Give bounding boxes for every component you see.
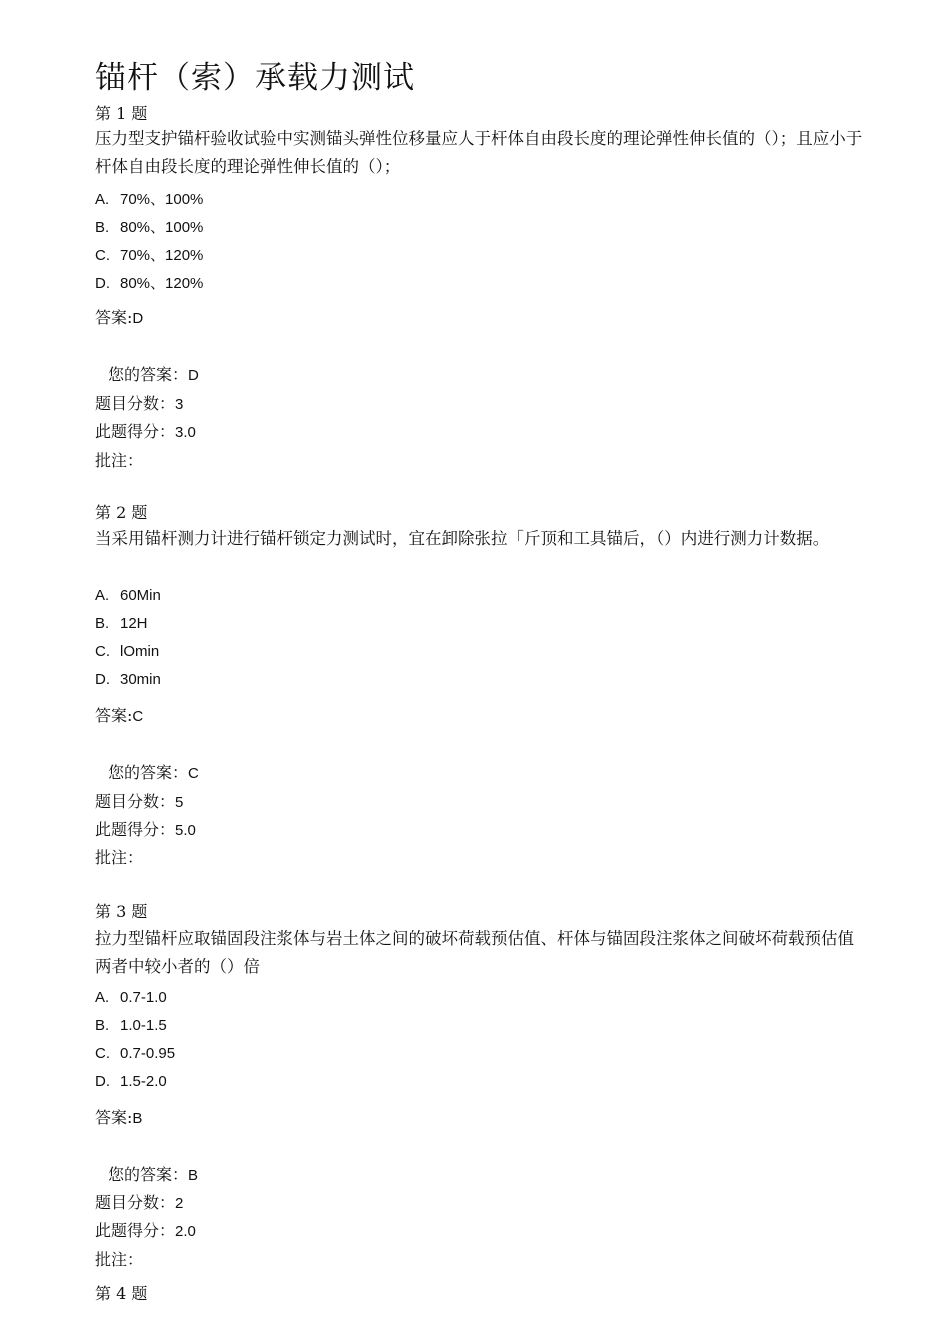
option-text: 80%、120% [120,275,204,292]
points-value: 5 [175,794,184,811]
option-letter: B. [95,615,110,632]
answer-label: 答案: [95,1108,133,1127]
question-2-remark: 批注： [95,848,144,867]
option-text: 70%、120% [120,247,204,264]
question-2-option-d [95,671,161,688]
question-3-your-answer [108,1162,198,1185]
option-text: lOmin [120,643,160,660]
question-1-your-answer [108,362,199,385]
your-answer-label: 您的答案： [108,763,189,782]
question-1-points [95,391,183,414]
answer-value: D [132,310,144,327]
question-4-heading: 第 4 题 [95,1284,148,1303]
your-answer-label: 您的答案： [108,365,189,384]
score-label: 此题得分： [95,422,176,441]
option-letter: A. [95,191,110,208]
question-3-option-d [95,1073,167,1090]
question-3-stem: 拉力型锚杆应取锚固段注浆体与岩土体之间的破坏荷载预估值、杆体与锚固段注浆体之间破坏荷载预估值两者中较小者的（）倍 [95,929,854,976]
option-text: 70%、100% [120,191,204,208]
option-letter: C. [95,1045,110,1062]
question-3-option-a [95,989,167,1006]
option-text: 60Min [120,587,161,604]
question-1-option-a [95,188,203,209]
question-2-score [95,817,196,840]
answer-value: C [132,708,144,725]
question-3-score [95,1218,196,1241]
question-2-option-a [95,587,161,604]
question-3-remark: 批注： [95,1250,144,1269]
option-letter: C. [95,643,110,660]
your-answer-label: 您的答案： [108,1165,189,1184]
points-value: 3 [175,396,184,413]
your-answer-value: B [188,1167,199,1184]
score-value: 3.0 [175,424,196,441]
question-2-heading: 第 2 题 [95,503,148,522]
option-letter: D. [95,275,110,292]
points-label: 题目分数： [95,792,176,811]
question-2-your-answer [108,760,199,783]
question-3-option-b [95,1017,167,1034]
option-letter: B. [95,219,110,236]
question-3-points [95,1190,183,1213]
points-value: 2 [175,1195,184,1212]
option-letter: D. [95,1073,110,1090]
question-1-option-c [95,244,203,265]
question-3-option-c [95,1045,175,1062]
score-value: 5.0 [175,822,196,839]
score-value: 2.0 [175,1223,196,1240]
answer-label: 答案: [95,706,133,725]
question-2-points [95,789,183,812]
option-letter: C. [95,247,110,264]
option-text: 0.7-0.95 [120,1045,176,1062]
option-letter: B. [95,1017,110,1034]
option-text: 30min [120,671,161,688]
option-text: 1.5-2.0 [120,1073,167,1090]
option-text: 12H [120,615,148,632]
option-text: 80%、100% [120,219,204,236]
question-2-answer [95,703,143,726]
points-label: 题目分数： [95,1193,176,1212]
page-title: 锚杆（索）承载力测试 [95,60,415,96]
option-text: 0.7-1.0 [120,989,167,1006]
option-letter: A. [95,989,110,1006]
question-1-stem: 压力型支护锚杆验收试验中实测锚头弹性位移量应人于杆体自由段长度的理论弹性伸长值的（）；且应小于杆体自由段长度的理论弹性伸长值的（）； [95,129,863,176]
answer-label: 答案: [95,308,133,327]
question-1-answer [95,305,143,328]
question-1-option-b [95,216,203,237]
question-2-option-c [95,643,159,660]
option-letter: A. [95,587,110,604]
your-answer-value: C [188,765,199,782]
question-1-option-d [95,272,203,293]
question-2-option-b [95,615,148,632]
question-1-score [95,419,196,442]
score-label: 此题得分： [95,820,176,839]
question-3-answer [95,1105,142,1128]
score-label: 此题得分： [95,1221,176,1240]
question-3-heading: 第 3 题 [95,902,148,921]
option-text: 1.0-1.5 [120,1017,167,1034]
question-1-heading: 第 1 题 [95,104,148,123]
answer-value: B [132,1110,143,1127]
question-2-stem: 当采用锚杆测力计进行锚杆锁定力测试时，宜在卸除张拉「斤顶和工具锚后，（）内进行测力计数据。 [95,529,830,548]
option-letter: D. [95,671,110,688]
question-1-remark: 批注： [95,451,144,470]
points-label: 题目分数： [95,394,176,413]
your-answer-value: D [188,367,199,384]
